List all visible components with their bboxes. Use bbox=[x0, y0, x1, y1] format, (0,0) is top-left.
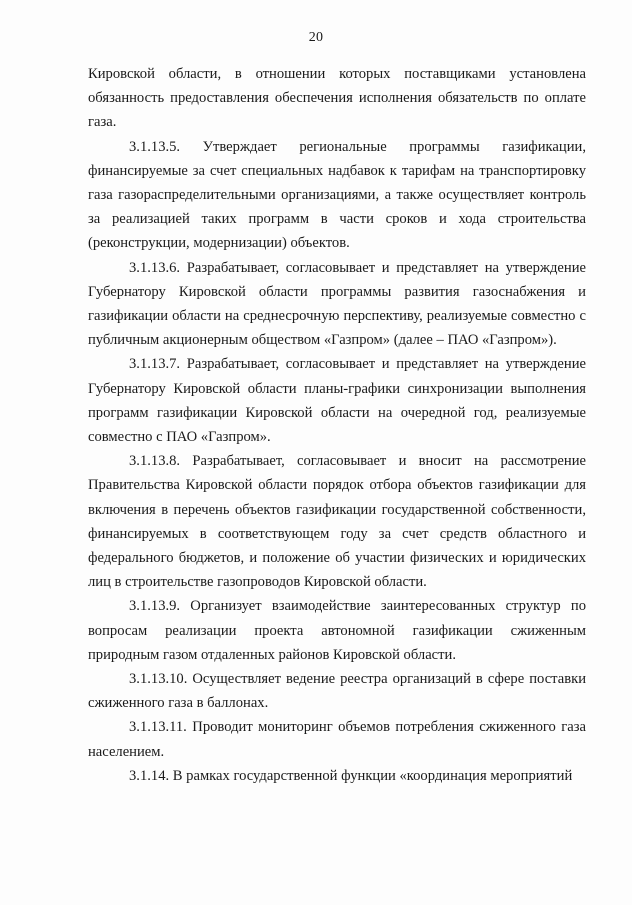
paragraph-continuation: Кировской области, в отношении которых поставщиками установлена обязанность предоставления обеспечения исполнения обязательств по оплате газа. bbox=[88, 66, 586, 131]
paragraph-3-1-13-10: 3.1.13.10. Осуществляет ведение реестра организаций в сфере поставки сжиженного газа в баллонах. bbox=[88, 671, 586, 712]
paragraph-3-1-13-6: 3.1.13.6. Разрабатывает, согласовывает и представляет на утверждение Губернатору Кировской области программы развития газоснабжения и газификации области на среднесрочную перспективу, реализуемые совместно с публичным акционерным обществом «Газпром» (далее – ПАО «Газпром»). bbox=[88, 259, 586, 349]
paragraph-3-1-13-9: 3.1.13.9. Организует взаимодействие заинтересованных структур по вопросам реализации проекта автономной газификации сжиженным природным газом отдаленных районов Кировской области. bbox=[88, 598, 586, 663]
document-body bbox=[88, 62, 586, 788]
paragraph-3-1-13-7: 3.1.13.7. Разрабатывает, согласовывает и представляет на утверждение Губернатору Кировской области планы-графики синхронизации выполнения программ газификации Кировской области на очередной год, реализуемые совместно с ПАО «Газпром». bbox=[88, 356, 586, 446]
paragraph-3-1-14: 3.1.14. В рамках государственной функции «координация мероприятий bbox=[129, 767, 573, 784]
paragraph-3-1-13-5: 3.1.13.5. Утверждает региональные программы газификации, финансируемые за счет специальных надбавок к тарифам на транспортировку газа газораспределительными организациями, а также осуществляет контроль за реализацией таких программ в части сроков и хода строительства (реконструкции, модернизации) объектов. bbox=[88, 138, 586, 252]
paragraph-3-1-13-8: 3.1.13.8. Разрабатывает, согласовывает и вносит на рассмотрение Правительства Кировской области порядок отбора объектов газификации для включения в перечень объектов газификации государственной собственности, финансируемых в соответствующем году за счет средств областного и федерального бюджетов, и положение об участии физических и юридических лиц в строительстве газопроводов Кировской области. bbox=[88, 453, 586, 591]
page-number: 20 bbox=[308, 30, 324, 45]
paragraph-3-1-13-11: 3.1.13.11. Проводит мониторинг объемов потребления сжиженного газа населением. bbox=[88, 719, 586, 760]
